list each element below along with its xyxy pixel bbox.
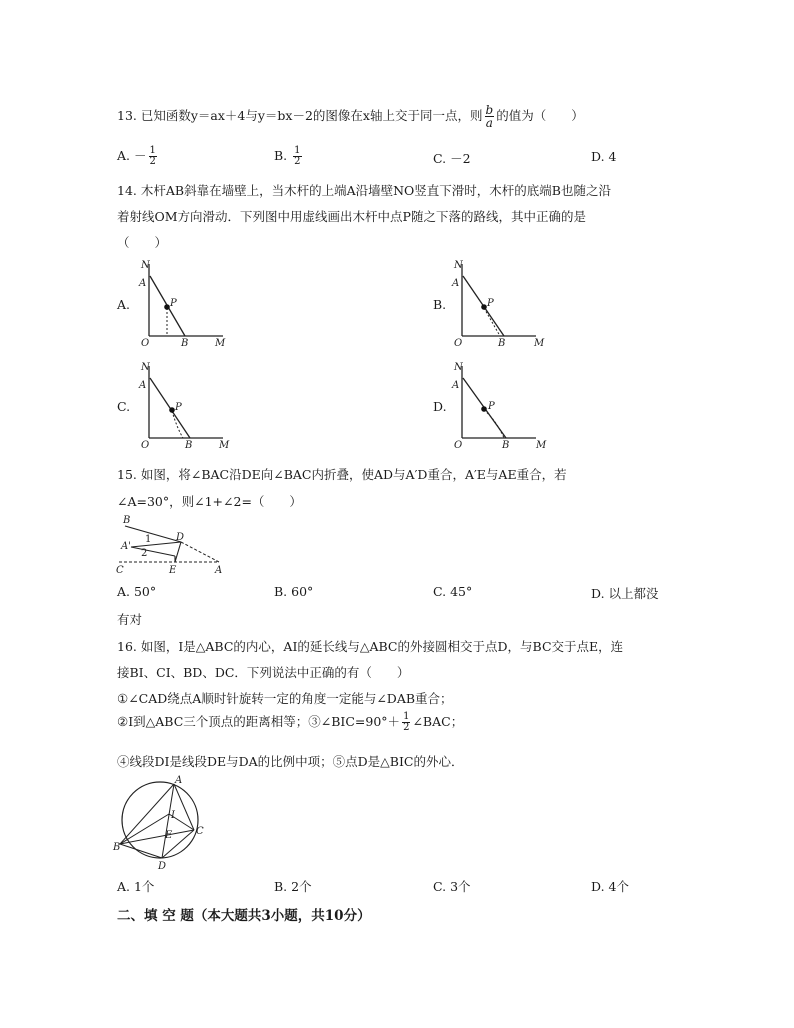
svg-text:A': A' [121, 541, 131, 552]
svg-text:C: C [196, 826, 204, 837]
q15-option-a: A. 50° [117, 584, 157, 599]
svg-text:M: M [215, 338, 226, 348]
q16-statement-1: ①∠CAD绕点A顺时针旋转一定的角度一定能与∠DAB重合； [117, 691, 453, 706]
q14-figure-b [448, 256, 548, 348]
q16-line2: 接BI、CI、BD、DC．下列说法中正确的有（ ） [117, 665, 410, 680]
q14-figure-d [448, 358, 548, 450]
q14-option-a-label: A. [117, 297, 131, 312]
q13-option-a: A. － $\frac{1}{2}$ [117, 145, 156, 167]
svg-text:P: P [170, 298, 177, 309]
svg-text:D: D [158, 861, 167, 872]
svg-text:B: B [502, 440, 510, 450]
q14-figure-a [135, 256, 235, 348]
q16-line1: 16. 如图，I是△ABC的内心，AI的延长线与△ABC的外接圆相交于点D，与BC交于点E，连 [117, 639, 624, 654]
svg-text:1: 1 [145, 534, 152, 545]
svg-text:D: D [176, 532, 185, 543]
q16-figure [112, 774, 212, 872]
q14-line3: （ ） [117, 235, 168, 250]
q13-fraction: $\frac{b}{a}$ [485, 103, 494, 130]
svg-text:B: B [123, 515, 131, 526]
q13-option-b: B. $\frac{1}{2}$ [274, 145, 301, 167]
q15-option-c: C. 45° [433, 584, 473, 599]
svg-text:B: B [113, 842, 121, 853]
q16-statement-4-5: ④线段DI是线段DE与DA的比例中项；⑤点D是△BIC的外心． [117, 754, 464, 769]
q13-option-d: D. 4 [591, 149, 617, 164]
svg-text:B: B [185, 440, 193, 450]
q14-option-c-label: C. [117, 399, 131, 414]
svg-text:N: N [141, 362, 150, 373]
svg-text:2: 2 [141, 548, 148, 559]
q13-text: 13. 已知函数y＝ax＋4与y＝bx－2的图像在x轴上交于同一点，则 [117, 108, 483, 123]
q13-text-after: 的值为（ ） [496, 108, 584, 123]
q15-option-d-continued: 有对 [117, 612, 143, 627]
svg-text:M: M [219, 440, 230, 450]
svg-text:I: I [171, 810, 175, 821]
q13-option-c: C. －2 [433, 151, 471, 166]
svg-text:B: B [181, 338, 189, 348]
q15-figure [113, 512, 228, 576]
svg-text:M: M [534, 338, 545, 348]
q14-line2: 着射线OM方向滑动．下列图中用虚线画出木杆中点P随之下落的路线，其中正确的是 [117, 209, 586, 224]
svg-text:N: N [454, 260, 463, 271]
section-2-title: 二、填 空 题（本大题共3小题，共10分） [117, 908, 371, 924]
q16-statement-2-3: ②I到△ABC三个顶点的距离相等；③∠BIC=90°＋ $\frac{1}{2}$ ∠BAC； [117, 711, 464, 733]
svg-text:C: C [116, 565, 124, 576]
svg-text:E: E [169, 565, 177, 576]
q13-stem [117, 104, 584, 129]
q16-option-a: A. 1个 [117, 879, 155, 894]
svg-text:A: A [452, 278, 460, 289]
svg-text:O: O [454, 338, 463, 348]
q14-option-d-label: D. [433, 399, 447, 414]
q15-option-b: B. 60° [274, 584, 314, 599]
svg-text:O: O [141, 338, 150, 348]
svg-text:P: P [487, 298, 494, 309]
svg-text:A: A [215, 565, 223, 576]
q14-option-b-label: B. [433, 297, 447, 312]
q15-line2: ∠A=30°，则∠1+∠2=（ ） [117, 494, 302, 509]
q16-option-c: C. 3个 [433, 879, 471, 894]
svg-text:A: A [139, 278, 147, 289]
q14-line1: 14. 木杆AB斜靠在墙壁上，当木杆的上端A沿墙壁NO竖直下滑时，木杆的底端B也随之沿 [117, 183, 611, 198]
svg-text:O: O [141, 440, 150, 450]
svg-text:A: A [452, 380, 460, 391]
svg-text:N: N [141, 260, 150, 271]
q16-option-b: B. 2个 [274, 879, 312, 894]
svg-text:E: E [165, 830, 173, 841]
svg-text:N: N [454, 362, 463, 373]
svg-text:A: A [175, 775, 183, 786]
svg-text:P: P [175, 402, 182, 413]
q15-line1: 15. 如图，将∠BAC沿DE向∠BAC内折叠，使AD与A′D重合，A′E与AE重合，若 [117, 467, 567, 482]
svg-text:O: O [454, 440, 463, 450]
svg-text:B: B [498, 338, 506, 348]
q14-figure-c [135, 358, 235, 450]
svg-text:A: A [139, 380, 147, 391]
svg-text:M: M [536, 440, 547, 450]
q15-option-d: D. 以上都没 [591, 586, 659, 601]
q16-option-d: D. 4个 [591, 879, 629, 894]
svg-text:P: P [488, 401, 495, 412]
